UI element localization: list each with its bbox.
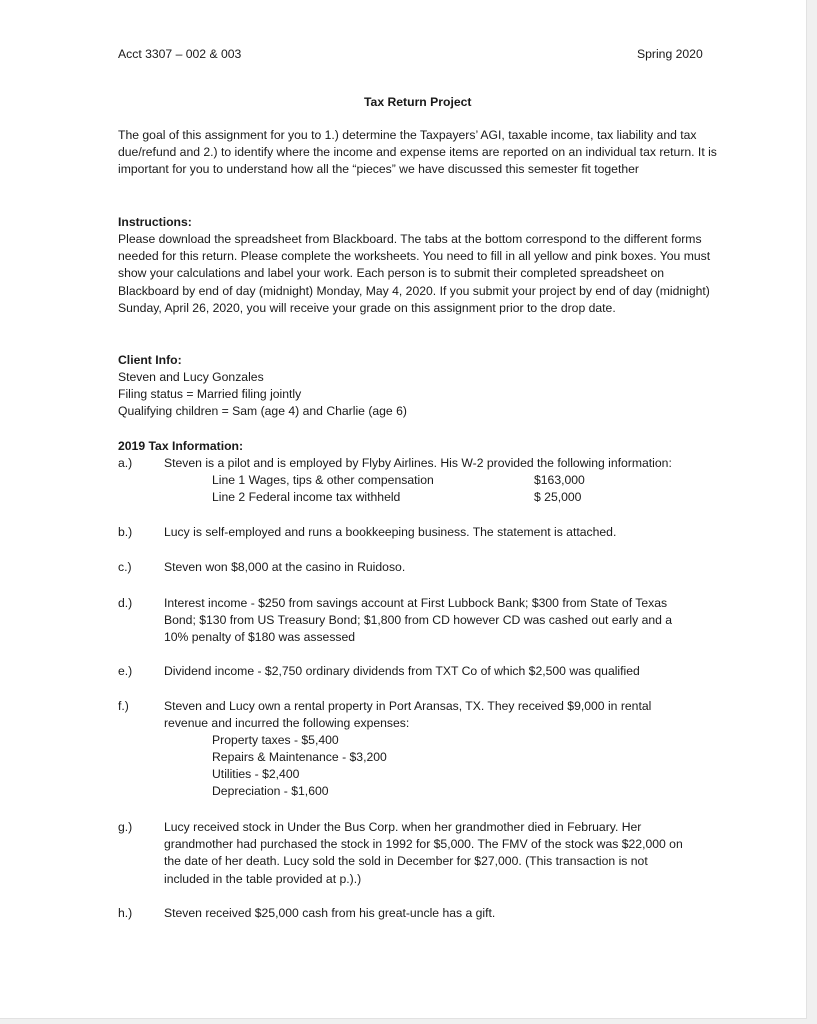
rental-expense-utilities: Utilities - $2,400 [212, 767, 300, 781]
w2-line-1-desc: Line 1 Wages, tips & other compensation [212, 473, 434, 487]
item-d-text [164, 595, 724, 647]
item-d-label: d.) [118, 596, 133, 610]
qualifying-children: Qualifying children = Sam (age 4) and Charlie (age 6) [118, 404, 407, 418]
item-g-line-4: included in the table provided at p.).) [164, 871, 362, 886]
item-d-line-2: Bond; $130 from US Treasury Bond; $1,800 from CD however CD was cashed out early and a [164, 613, 673, 628]
item-g-line-1: Lucy received stock in Under the Bus Corp. when her grandmother died in February. Her [164, 820, 642, 834]
tax-info-heading: 2019 Tax Information: [118, 439, 244, 453]
intro-paragraph: The goal of this assignment for you to 1.) determine the Taxpayers’ AGI, taxable income, tax liability and tax due/refund and 2.) to identify where the income and expense items are reported on an individual tax return. It is important for you to understand how all the “pieces” we have discussed this semester fit together [118, 128, 717, 177]
item-f-line-2: revenue and incurred the following expenses: [164, 716, 410, 731]
item-a-text: Steven is a pilot and is employed by Flyby Airlines. His W-2 provided the following information: [164, 456, 672, 470]
item-c-label: c.) [118, 560, 132, 574]
page-title: Tax Return Project [364, 95, 472, 109]
item-e-label: e.) [118, 664, 133, 678]
client-info-heading: Client Info: [118, 353, 182, 367]
item-g-label: g.) [118, 820, 133, 834]
item-b-text: Lucy is self-employed and runs a bookkeeping business. The statement is attached. [164, 525, 617, 539]
w2-line-1-amount: $163,000 [534, 473, 585, 487]
filing-status: Filing status = Married filing jointly [118, 387, 302, 401]
item-d-line-1: Interest income - $250 from savings account at First Lubbock Bank; $300 from State of Texas [164, 596, 668, 610]
item-g-line-2: grandmother had purchased the stock in 1992 for $5,000. The FMV of the stock was $22,000 on [164, 837, 683, 852]
item-g-text [164, 819, 724, 888]
item-f-label: f.) [118, 699, 129, 713]
client-names: Steven and Lucy Gonzales [118, 370, 264, 384]
item-h-label: h.) [118, 906, 133, 920]
item-g-line-3: the date of her death. Lucy sold the sold in December for $27,000. (This transaction is not [164, 854, 648, 869]
rental-expense-depreciation: Depreciation - $1,600 [212, 784, 329, 798]
instructions-heading: Instructions: [118, 215, 192, 229]
item-c-text: Steven won $8,000 at the casino in Ruidoso. [164, 560, 406, 574]
w2-line-2-amount: $ 25,000 [534, 490, 582, 504]
rental-expense-property-taxes: Property taxes - $5,400 [212, 733, 339, 747]
term-header: Spring 2020 [637, 47, 703, 61]
item-h-text: Steven received $25,000 cash from his great-uncle has a gift. [164, 906, 496, 920]
rental-expense-repairs: Repairs & Maintenance - $3,200 [212, 750, 387, 764]
item-e-text: Dividend income - $2,750 ordinary dividends from TXT Co of which $2,500 was qualified [164, 664, 640, 678]
item-f-line-1: Steven and Lucy own a rental property in Port Aransas, TX. They received $9,000 in rental [164, 699, 652, 713]
w2-line-2-desc: Line 2 Federal income tax withheld [212, 490, 401, 504]
item-b-label: b.) [118, 525, 133, 539]
course-header: Acct 3307 – 002 & 003 [118, 47, 242, 61]
item-f-text [164, 698, 724, 732]
item-d-line-3: 10% penalty of $180 was assessed [164, 630, 356, 645]
instructions-paragraph: Please download the spreadsheet from Blackboard. The tabs at the bottom correspond to the different forms needed for this return. Please complete the worksheets. You need to fill in all yellow and pink boxes. You must show your calculations and label your work. Each person is to submit their completed spreadsheet on Blackboard by end of day (midnight) Monday, May 4, 2020. If you submit your project by end of day (midnight) Sunday, April 26, 2020, you will receive your grade on this assignment prior to the drop date. [118, 232, 711, 315]
item-a-label: a.) [118, 456, 133, 470]
